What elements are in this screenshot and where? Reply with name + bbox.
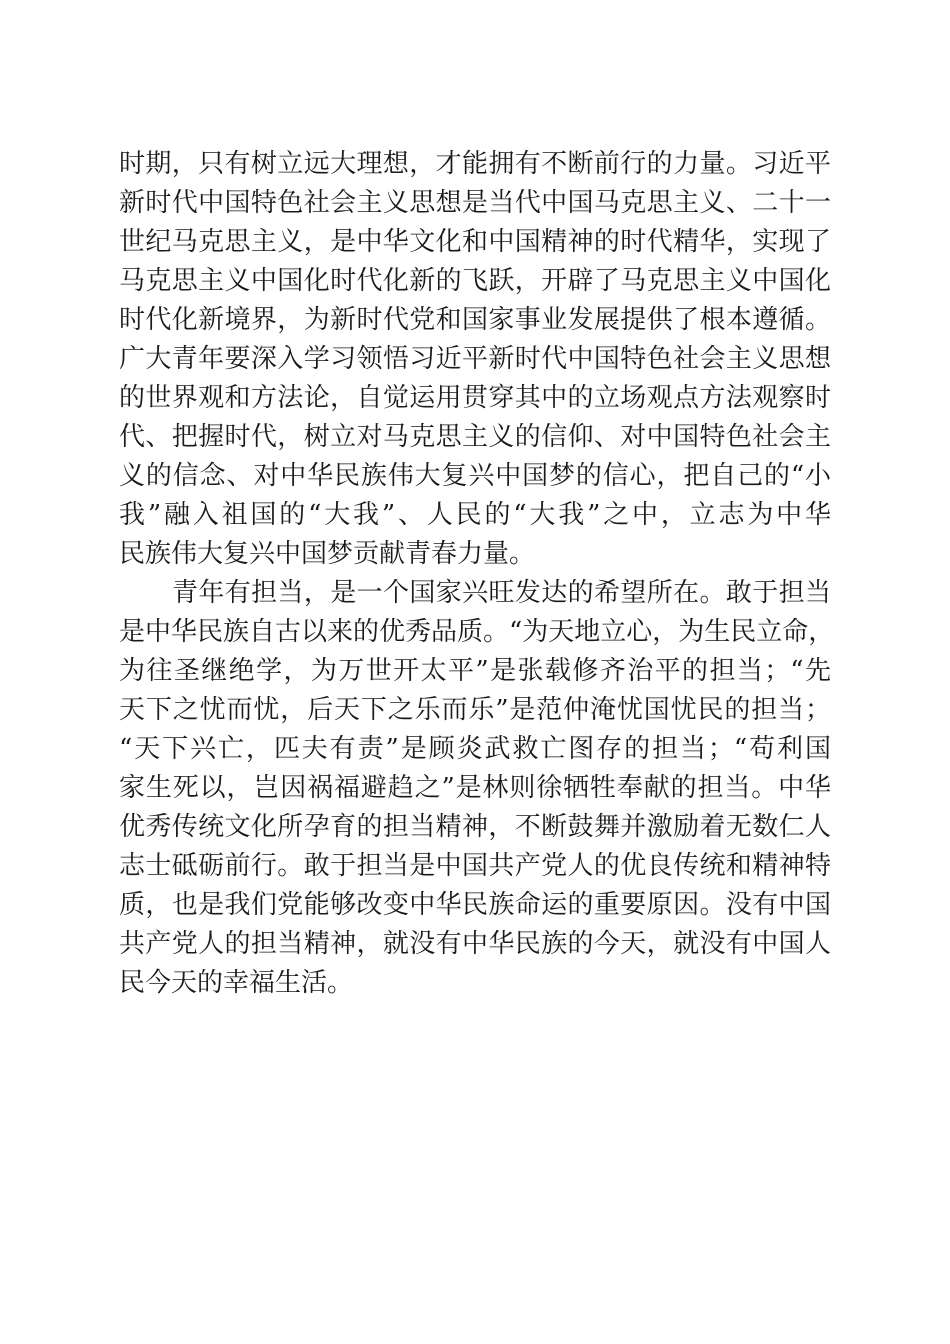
paragraph-start-line: 青年有担当，是一个国家兴旺发达的希望所在。敢于担当 (172, 578, 831, 608)
text-line: 质，也是我们党能够改变中华民族命运的重要原因。没有中国 (119, 890, 831, 920)
text-line: 共产党人的担当精神，就没有中华民族的今天，就没有中国人 (119, 929, 831, 959)
text-line: 马克思主义中国化时代化新的飞跃，开辟了马克思主义中国化 (119, 266, 831, 296)
text-line: 新时代中国特色社会主义思想是当代中国马克思主义、二十一 (119, 188, 831, 218)
text-line: 广大青年要深入学习领悟习近平新时代中国特色社会主义思想 (119, 344, 831, 374)
text-line: 的世界观和方法论，自觉运用贯穿其中的立场观点方法观察时 (119, 383, 831, 413)
text-line: 为往圣继绝学，为万世开太平”是张载修齐治平的担当；“先 (119, 656, 831, 686)
text-line: 志士砥砺前行。敢于担当是中国共产党人的优良传统和精神特 (119, 851, 831, 881)
text-line: 优秀传统文化所孕育的担当精神，不断鼓舞并激励着无数仁人 (119, 812, 831, 842)
text-line: 世纪马克思主义，是中华文化和中国精神的时代精华，实现了 (119, 227, 831, 257)
text-line: 时代化新境界，为新时代党和国家事业发展提供了根本遵循。 (119, 305, 831, 335)
text-line: 代、把握时代，树立对马克思主义的信仰、对中国特色社会主 (119, 422, 831, 452)
paragraph-end-line: 民族伟大复兴中国梦贡献青春力量。 (119, 539, 536, 569)
text-line: 我”融入祖国的“大我”、人民的“大我”之中，立志为中华 (119, 500, 831, 530)
text-line: “天下兴亡，匹夫有责”是顾炎武救亡图存的担当；“苟利国 (119, 734, 831, 764)
paragraph-end-line: 民今天的幸福生活。 (119, 968, 354, 998)
body-text (119, 145, 835, 1003)
text-line: 是中华民族自古以来的优秀品质。“为天地立心，为生民立命， (119, 617, 835, 647)
text-line: 天下之忧而忧，后天下之乐而乐”是范仲淹忧国忧民的担当； (119, 695, 831, 725)
text-line: 时期，只有树立远大理想，才能拥有不断前行的力量。习近平 (119, 149, 831, 179)
text-line: 义的信念、对中华民族伟大复兴中国梦的信心，把自己的“小 (119, 461, 831, 491)
text-line: 家生死以，岂因祸福避趋之”是林则徐牺牲奉献的担当。中华 (119, 773, 831, 803)
